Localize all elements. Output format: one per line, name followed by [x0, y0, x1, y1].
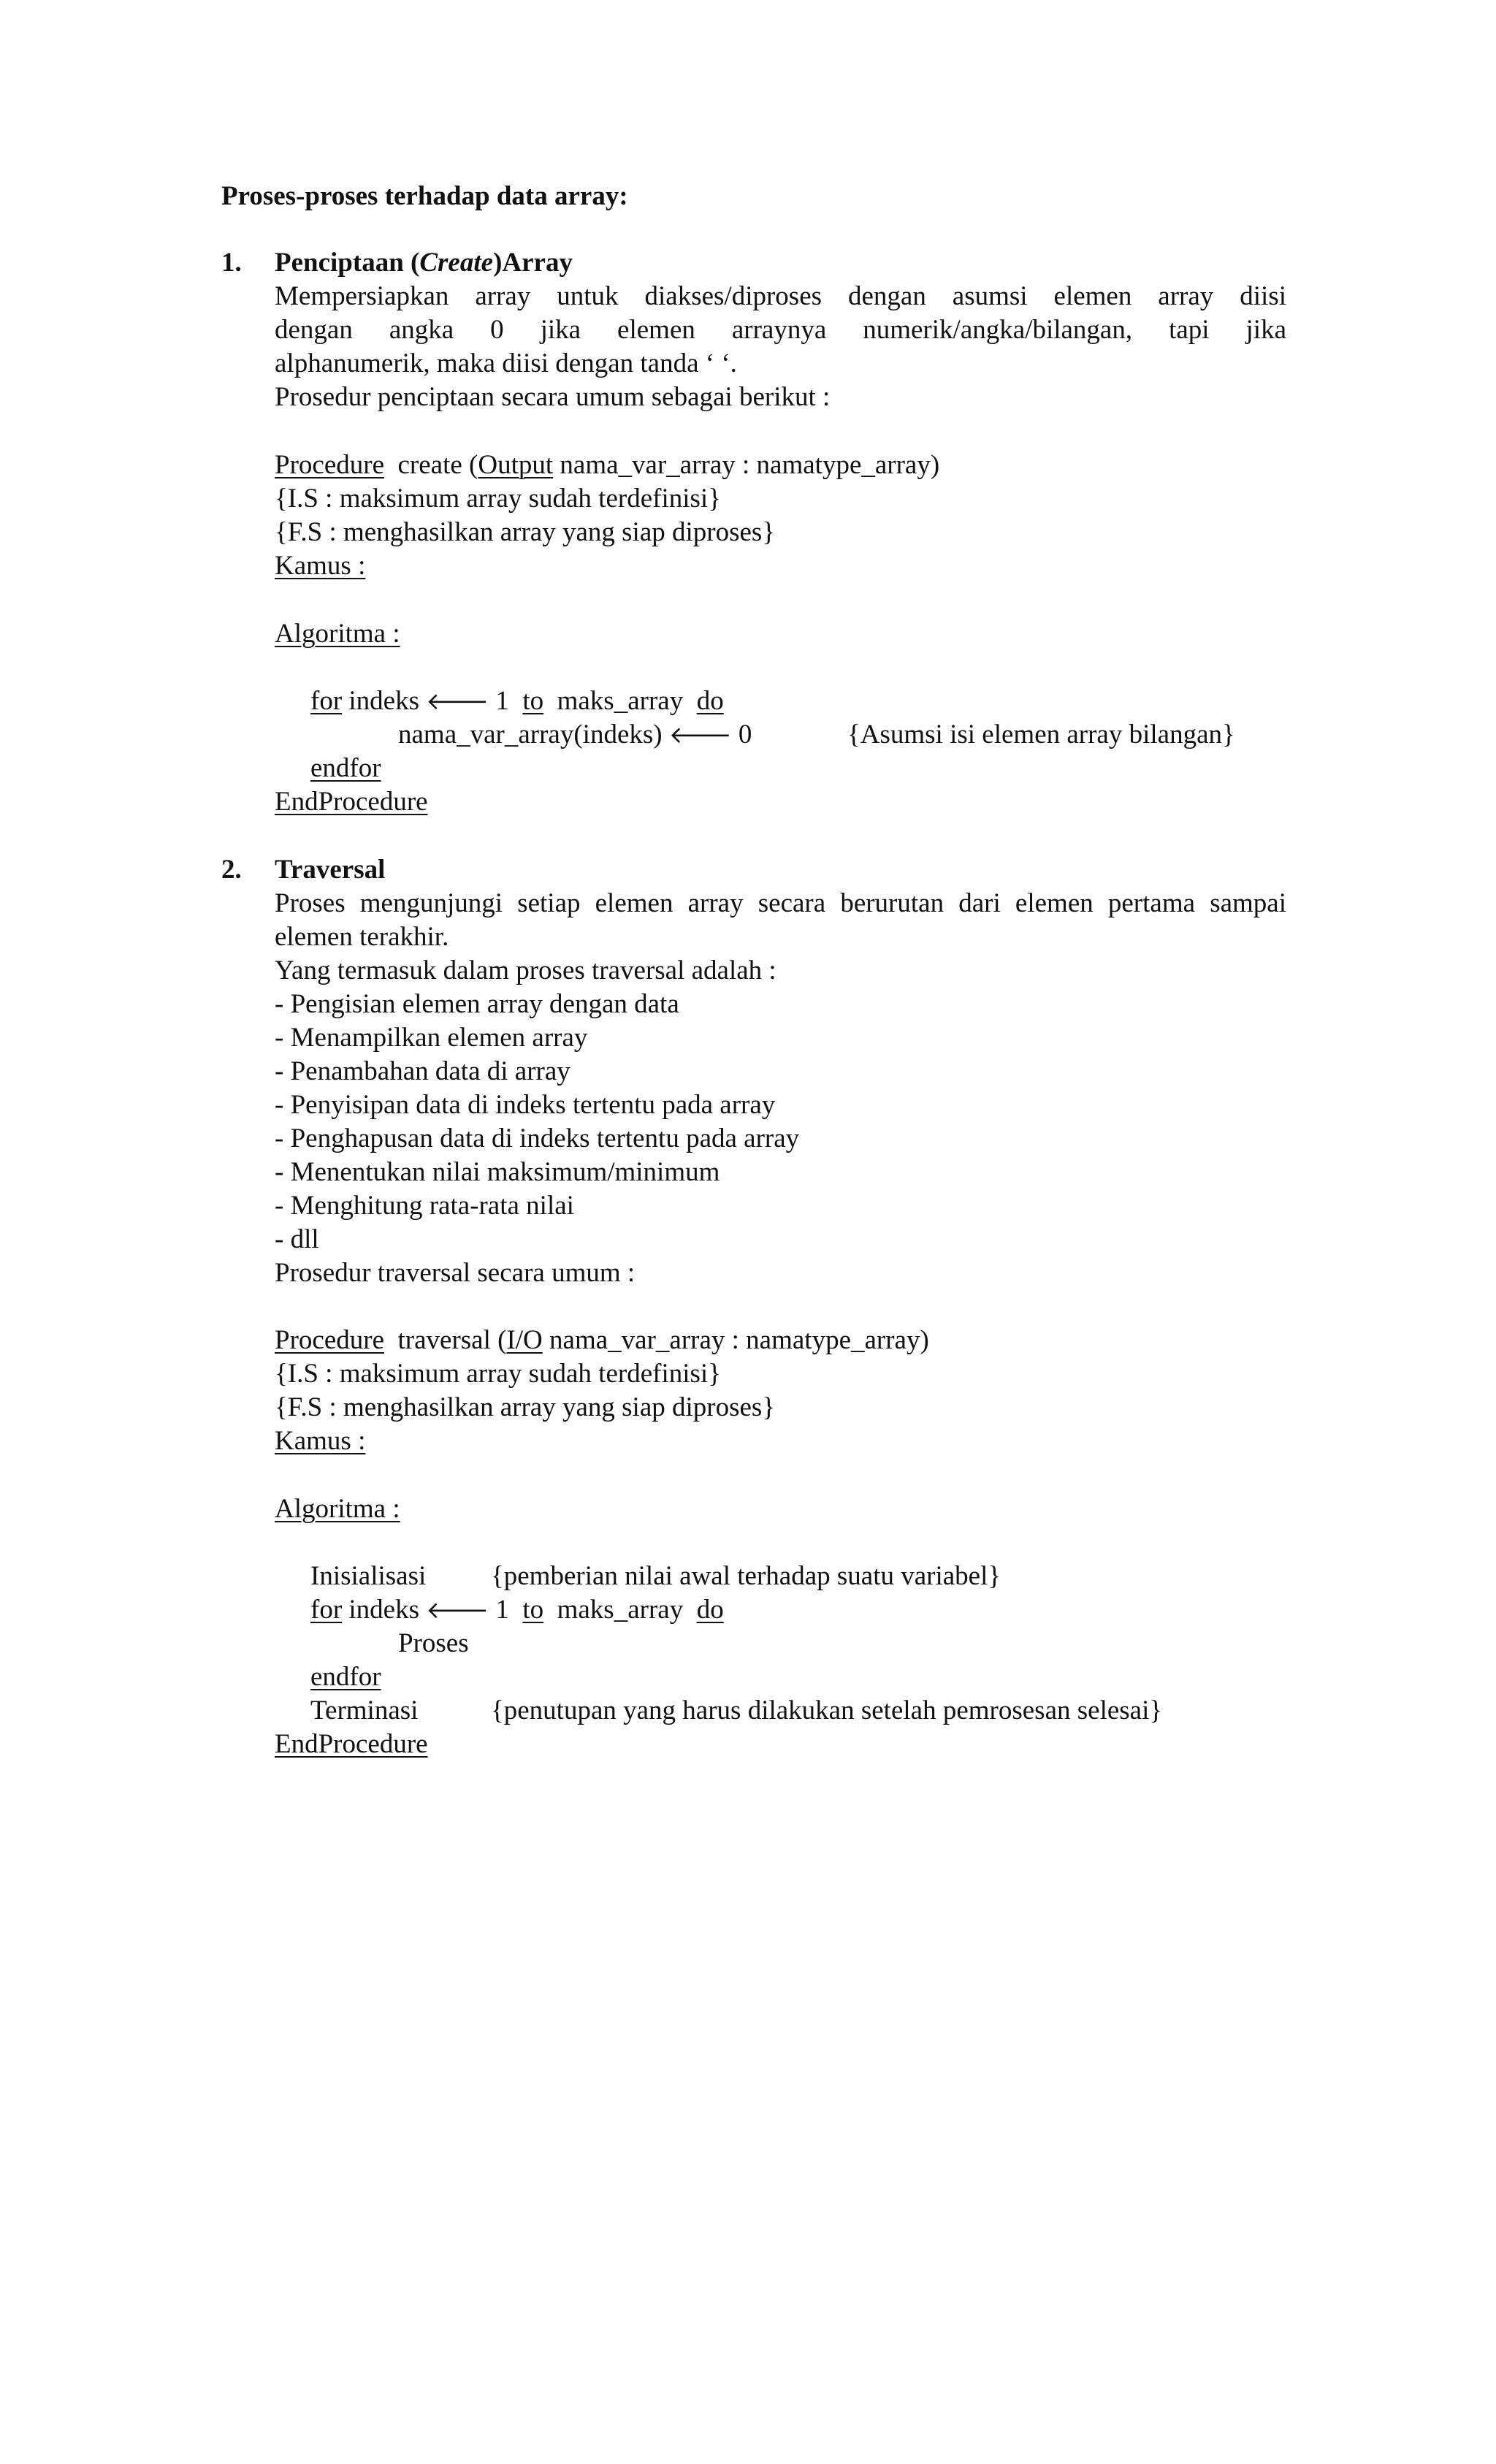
section-1-title-part-b: )Array — [493, 248, 573, 278]
section-2-init: Inisialisasi — [310, 1561, 427, 1591]
section-2-init-comment: {pemberian nilai awal terhadap suatu variabel} — [491, 1561, 1001, 1591]
list-item: - dll — [275, 1224, 319, 1254]
to-keyword: to — [522, 1595, 544, 1625]
section-1-kamus-label: Kamus : — [275, 551, 366, 581]
section-2-initial-state: {I.S : maksimum array sudah terdefinisi} — [275, 1359, 721, 1389]
for-end-value: maks_array — [543, 686, 697, 716]
section-1-procedure-header — [275, 449, 939, 482]
list-item: - Penghapusan data di indeks tertentu pada array — [275, 1124, 800, 1153]
section-1-final-state: {F.S : menghasilkan array yang siap diproses} — [275, 517, 776, 547]
section-2-para-line-2: elemen terakhir. — [275, 922, 449, 952]
section-2-procedure-header — [275, 1324, 929, 1357]
section-2-para-line-1: Proses mengunjungi setiap elemen array secara berurutan dari elemen pertama sampai — [275, 888, 1286, 918]
for-start-value: 1 — [489, 686, 523, 716]
section-1-assign-line — [398, 718, 752, 752]
list-item: - Penambahan data di array — [275, 1056, 570, 1086]
procedure-name: create ( — [384, 450, 478, 480]
assign-value: 0 — [731, 720, 752, 750]
page-heading: Proses-proses terhadap data array: — [221, 181, 628, 211]
procedure-mode-keyword: I/O — [506, 1325, 543, 1355]
list-item: - Penyisipan data di indeks tertentu pada array — [275, 1090, 776, 1120]
section-1-number: 1. — [221, 248, 242, 278]
to-keyword: to — [522, 686, 544, 716]
list-item: - Menghitung rata-rata nilai — [275, 1191, 574, 1221]
for-variable: indeks — [342, 686, 427, 716]
list-item: - Menentukan nilai maksimum/minimum — [275, 1157, 720, 1187]
for-end-value: maks_array — [543, 1595, 697, 1625]
procedure-keyword: Procedure — [275, 1325, 384, 1355]
section-1-title — [275, 246, 573, 280]
list-item: - Menampilkan elemen array — [275, 1023, 588, 1053]
for-start-value: 1 — [489, 1595, 523, 1625]
assign-target: nama_var_array(indeks) — [398, 720, 669, 750]
section-2-kamus-label: Kamus : — [275, 1426, 366, 1456]
procedure-mode-keyword: Output — [478, 450, 554, 480]
list-item: - Pengisian elemen array dengan data — [275, 989, 679, 1019]
section-1-initial-state: {I.S : maksimum array sudah terdefinisi} — [275, 484, 721, 514]
procedure-params: nama_var_array : namatype_array) — [542, 1325, 929, 1355]
section-1-title-italic: Create — [419, 248, 494, 278]
section-1-for-line — [310, 684, 724, 718]
procedure-name: traversal ( — [384, 1325, 507, 1355]
for-variable: indeks — [342, 1595, 427, 1625]
section-2-algoritma-label: Algoritma : — [275, 1494, 400, 1524]
section-2-endprocedure: EndProcedure — [275, 1729, 428, 1759]
section-1-assign-comment: {Asumsi isi elemen array bilangan} — [847, 720, 1235, 750]
procedure-keyword: Procedure — [275, 450, 384, 480]
section-2-title: Traversal — [275, 855, 386, 885]
procedure-params: nama_var_array : namatype_array) — [553, 450, 940, 480]
section-1-algoritma-label: Algoritma : — [275, 619, 400, 649]
section-2-intro: Prosedur traversal secara umum : — [275, 1258, 636, 1288]
do-keyword: do — [696, 686, 724, 716]
section-2-endfor: endfor — [310, 1662, 381, 1692]
section-1-endfor: endfor — [310, 753, 381, 783]
section-1-intro: Prosedur penciptaan secara umum sebagai berikut : — [275, 382, 831, 412]
assign-arrow-icon: 🡐 — [668, 721, 732, 749]
section-2-final-state: {F.S : menghasilkan array yang siap diproses} — [275, 1392, 776, 1422]
section-1-para-line-3: alphanumerik, maka diisi dengan tanda ‘ ‘. — [275, 348, 737, 378]
assign-arrow-icon: 🡐 — [426, 1596, 489, 1624]
for-keyword: for — [310, 1595, 343, 1625]
for-keyword: for — [310, 686, 343, 716]
assign-arrow-icon: 🡐 — [426, 687, 489, 715]
section-1-title-part-a: Penciptaan ( — [275, 248, 420, 278]
section-2-for-line — [310, 1593, 724, 1627]
section-2-terminasi-comment: {penutupan yang harus dilakukan setelah pemrosesan selesai} — [491, 1696, 1163, 1725]
section-1-para-line-1: Mempersiapkan array untuk diakses/diproses dengan asumsi elemen array diisi — [275, 281, 1286, 311]
section-2-proses: Proses — [398, 1628, 469, 1658]
section-1-endprocedure: EndProcedure — [275, 787, 428, 817]
section-2-terminasi: Terminasi — [310, 1696, 419, 1725]
section-2-number: 2. — [221, 855, 242, 885]
do-keyword: do — [696, 1595, 724, 1625]
section-1-para-line-2: dengan angka 0 jika elemen arraynya numerik/angka/bilangan, tapi jika — [275, 315, 1286, 345]
section-2-includes: Yang termasuk dalam proses traversal adalah : — [275, 956, 776, 985]
